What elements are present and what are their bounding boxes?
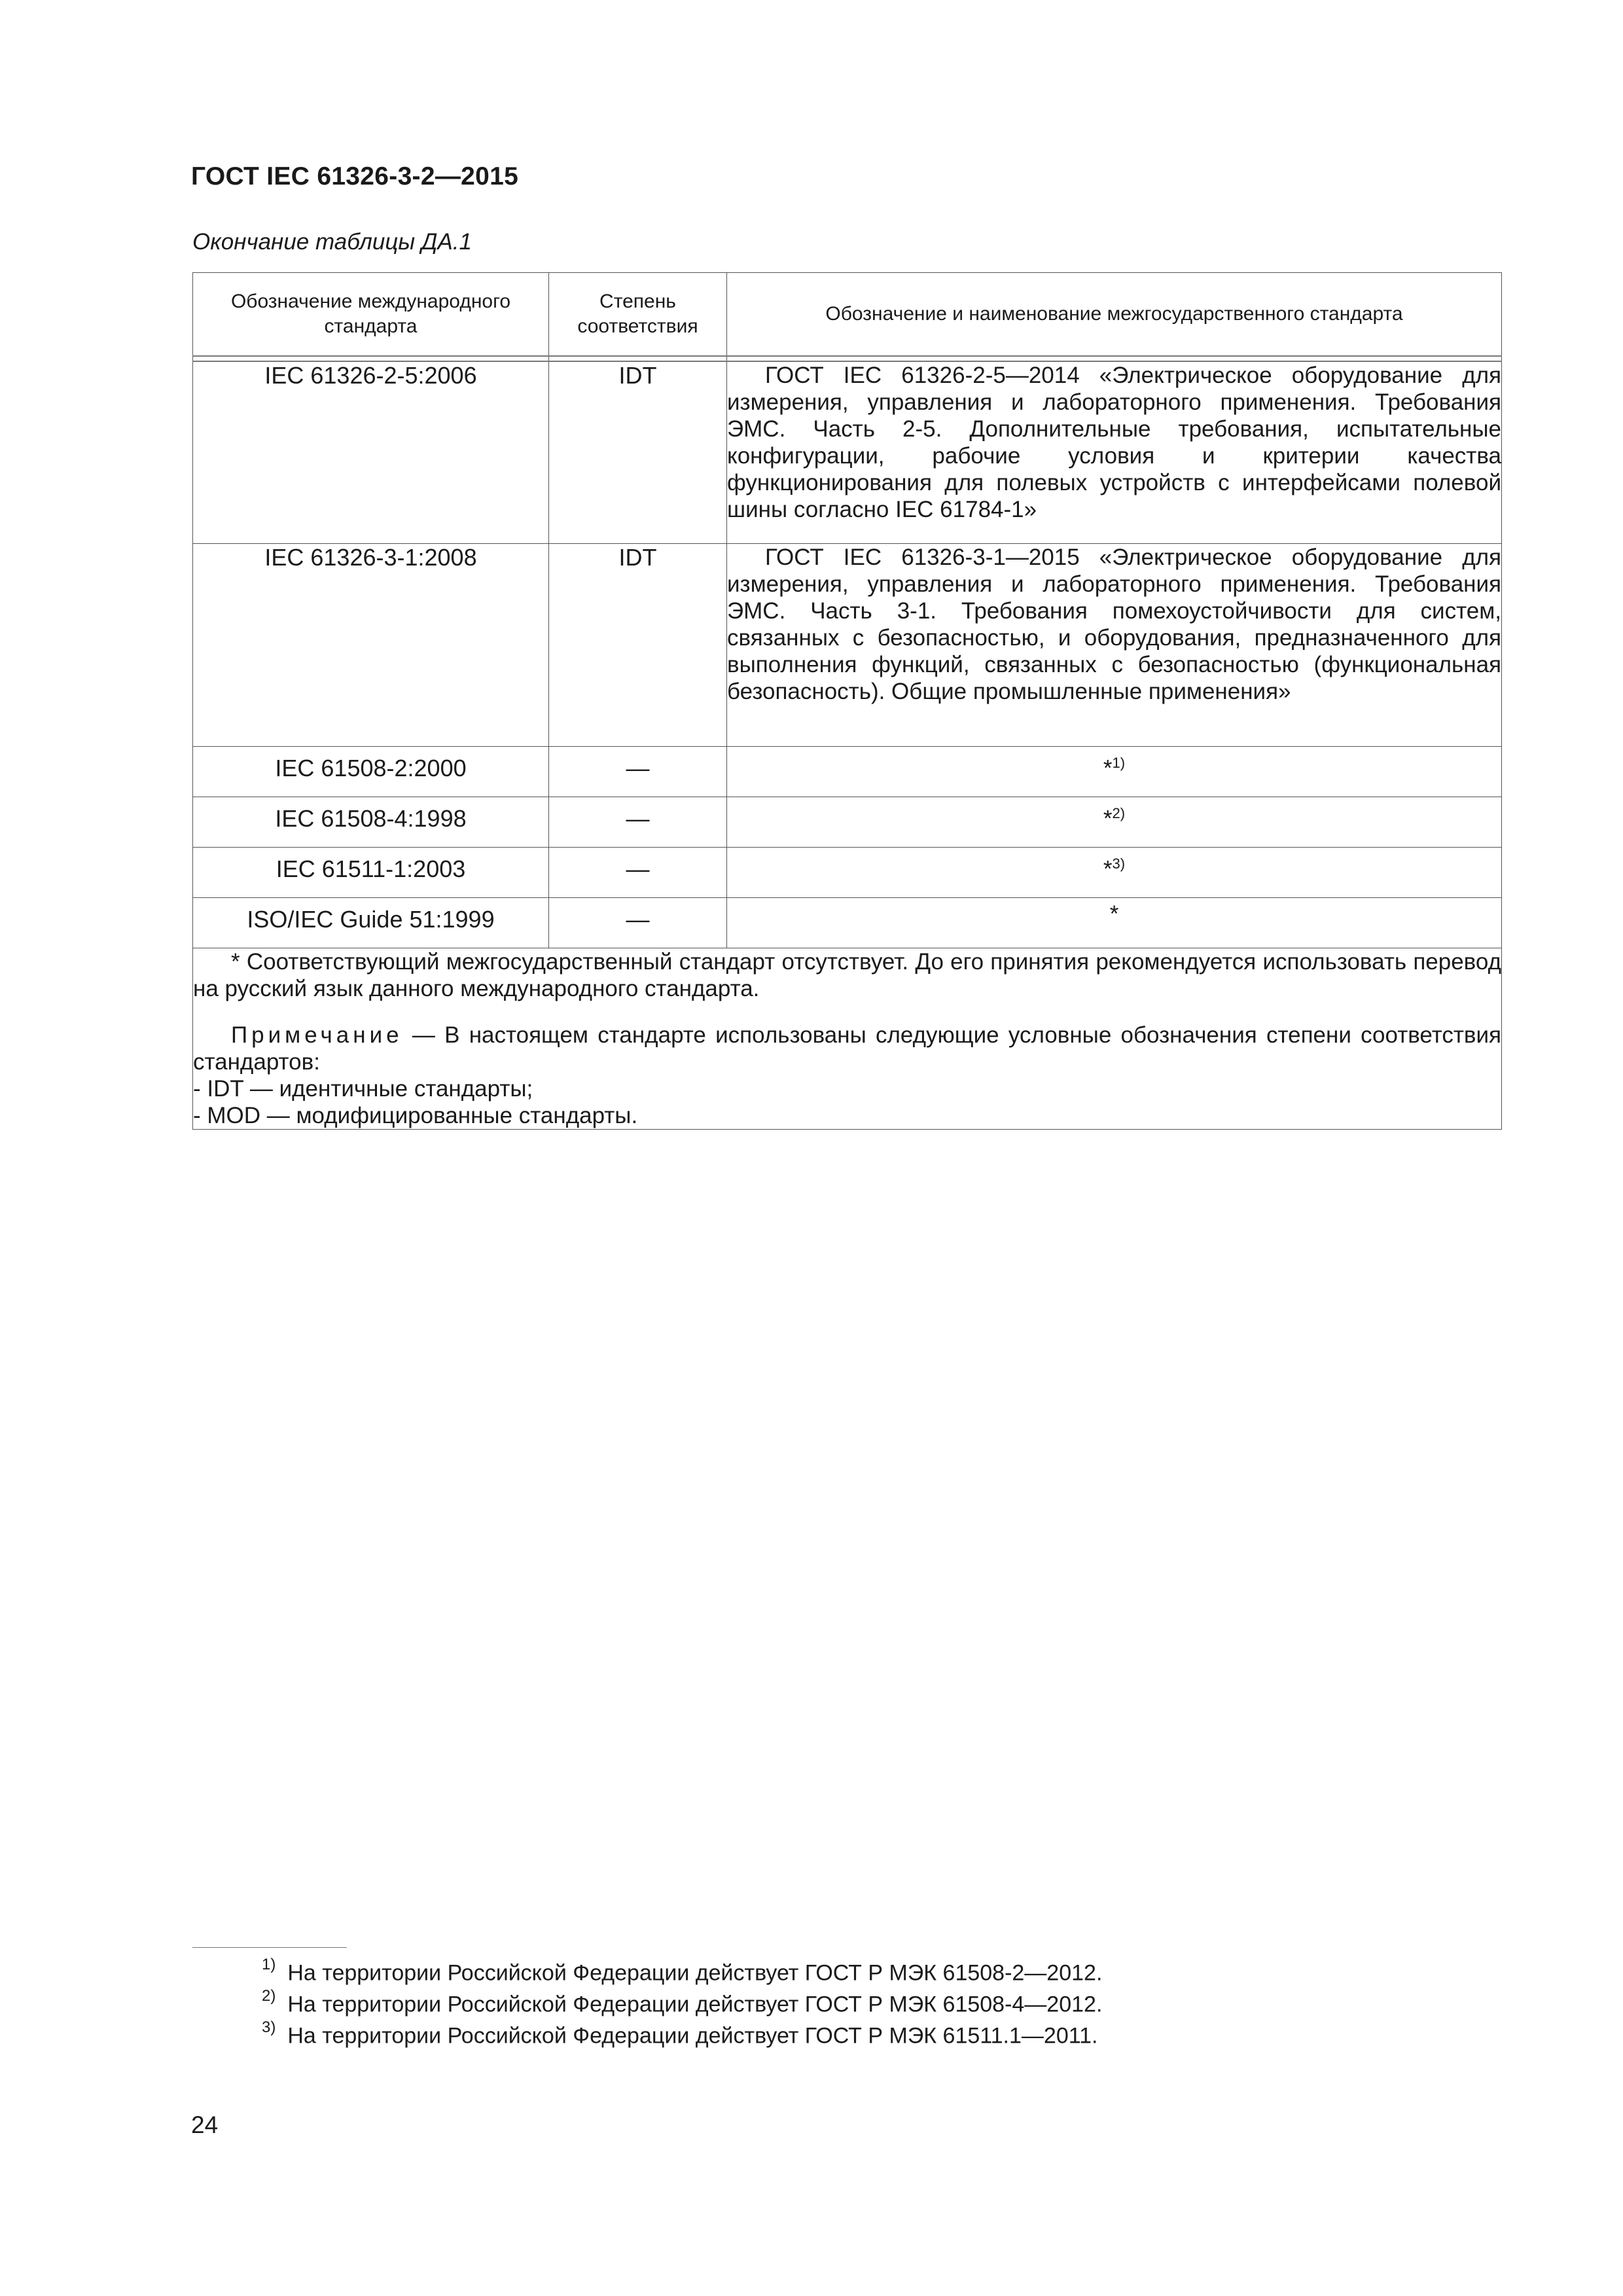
asterisk-mark: * — [1103, 806, 1113, 832]
intl-standard-cell: IEC 61326-2-5:2006 — [193, 361, 549, 543]
header-separator — [193, 356, 1502, 361]
note-label: Примечание — [231, 1022, 403, 1048]
national-standard-text: ГОСТ IEC 61326-2-5—2014 «Электрическое оборудование для измерения, управления и лабораторного применения. Требования ЭМС. Часть 2-5. Дополнительные требования, испытательные конфигурации, рабочие условия и критерии качества функционирования для полевых устройств с интерфейсами полевой шины согласно IEC 61784-1» — [727, 363, 1501, 522]
note-item: - MOD — модифицированные стандарты. — [193, 1102, 638, 1128]
document-title: ГОСТ IEC 61326-3-2—2015 — [191, 162, 519, 190]
footnote-text: На территории Российской Федерации действует ГОСТ Р МЭК 61508-2—2012. — [287, 1960, 1103, 1986]
degree-cell: — — [549, 746, 727, 797]
column-header-international: Обозначение международного стандарта — [193, 273, 549, 357]
intl-standard-cell: IEC 61326-3-1:2008 — [193, 543, 549, 746]
table-row — [193, 746, 1502, 797]
footnote — [262, 1987, 1103, 2017]
footnote — [262, 1958, 1102, 1986]
national-standard-cell — [727, 797, 1502, 847]
note-item: - IDT — идентичные стандарты; — [193, 1075, 533, 1102]
footnote-mark: 1) — [262, 1956, 276, 1973]
asterisk-mark: * — [1109, 901, 1119, 927]
standards-table — [192, 272, 1502, 1130]
degree-cell: IDT — [549, 361, 727, 543]
national-standard-cell — [727, 897, 1502, 948]
table-row — [193, 847, 1502, 897]
intl-standard-cell: IEC 61511-1:2003 — [193, 847, 549, 897]
national-standard-cell — [727, 847, 1502, 897]
table-row — [193, 897, 1502, 948]
note-text: — В настоящем стандарте использованы следующие условные обозначения степени соответствия стандартов: — [193, 1022, 1501, 1075]
footnote-text: На территории Российской Федерации действует ГОСТ Р МЭК 61511.1—2011. — [287, 2023, 1098, 2049]
table-row — [193, 361, 1502, 543]
national-standard-cell — [727, 361, 1502, 543]
notes-row — [193, 948, 1502, 1129]
degree-cell: — — [549, 847, 727, 897]
column-header-national: Обозначение и наименование межгосударственного стандарта — [727, 273, 1502, 357]
national-standard-text: ГОСТ IEC 61326-3-1—2015 «Электрическое оборудование для измерения, управления и лабораторного применения. Требования ЭМС. Часть 3-1. Требования помехоустойчивости для систем, связанных с безопасностью, и оборудования, предназначенного для выполнения функций, связанных с безопасностью (функциональная безопасность). Общие промышленные применения» — [727, 544, 1501, 704]
intl-standard-cell: ISO/IEC Guide 51:1999 — [193, 897, 549, 948]
footnote-text: На территории Российской Федерации действует ГОСТ Р МЭК 61508-4—2012. — [287, 1992, 1103, 2017]
footnote-ref: 3) — [1112, 855, 1126, 872]
note-paragraph — [193, 1022, 1501, 1075]
intl-standard-cell: IEC 61508-2:2000 — [193, 746, 549, 797]
asterisk-note: * Соответствующий межгосударственный стандарт отсутствует. До его принятия рекомендуется использовать перевод на русский язык данного международного стандарта. — [193, 948, 1501, 1001]
table-caption: Окончание таблицы ДА.1 — [192, 229, 472, 255]
national-standard-cell — [727, 543, 1502, 746]
footnote-ref: 2) — [1112, 804, 1126, 821]
asterisk-mark: * — [1103, 856, 1113, 882]
footnote-ref: 1) — [1112, 754, 1126, 771]
footnote-divider — [192, 1947, 347, 1948]
degree-cell: — — [549, 797, 727, 847]
footnote-mark: 3) — [262, 2018, 276, 2036]
column-header-degree: Степень соответствия — [549, 273, 727, 357]
degree-cell: IDT — [549, 543, 727, 746]
national-standard-cell — [727, 746, 1502, 797]
degree-cell: — — [549, 897, 727, 948]
intl-standard-cell: IEC 61508-4:1998 — [193, 797, 549, 847]
table-row — [193, 797, 1502, 847]
page-number: 24 — [191, 2111, 219, 2138]
asterisk-mark: * — [1103, 755, 1113, 781]
footnote-mark: 2) — [262, 1987, 276, 2005]
table-row — [193, 543, 1502, 746]
footnote — [262, 2018, 1098, 2049]
notes-cell — [193, 948, 1502, 1129]
